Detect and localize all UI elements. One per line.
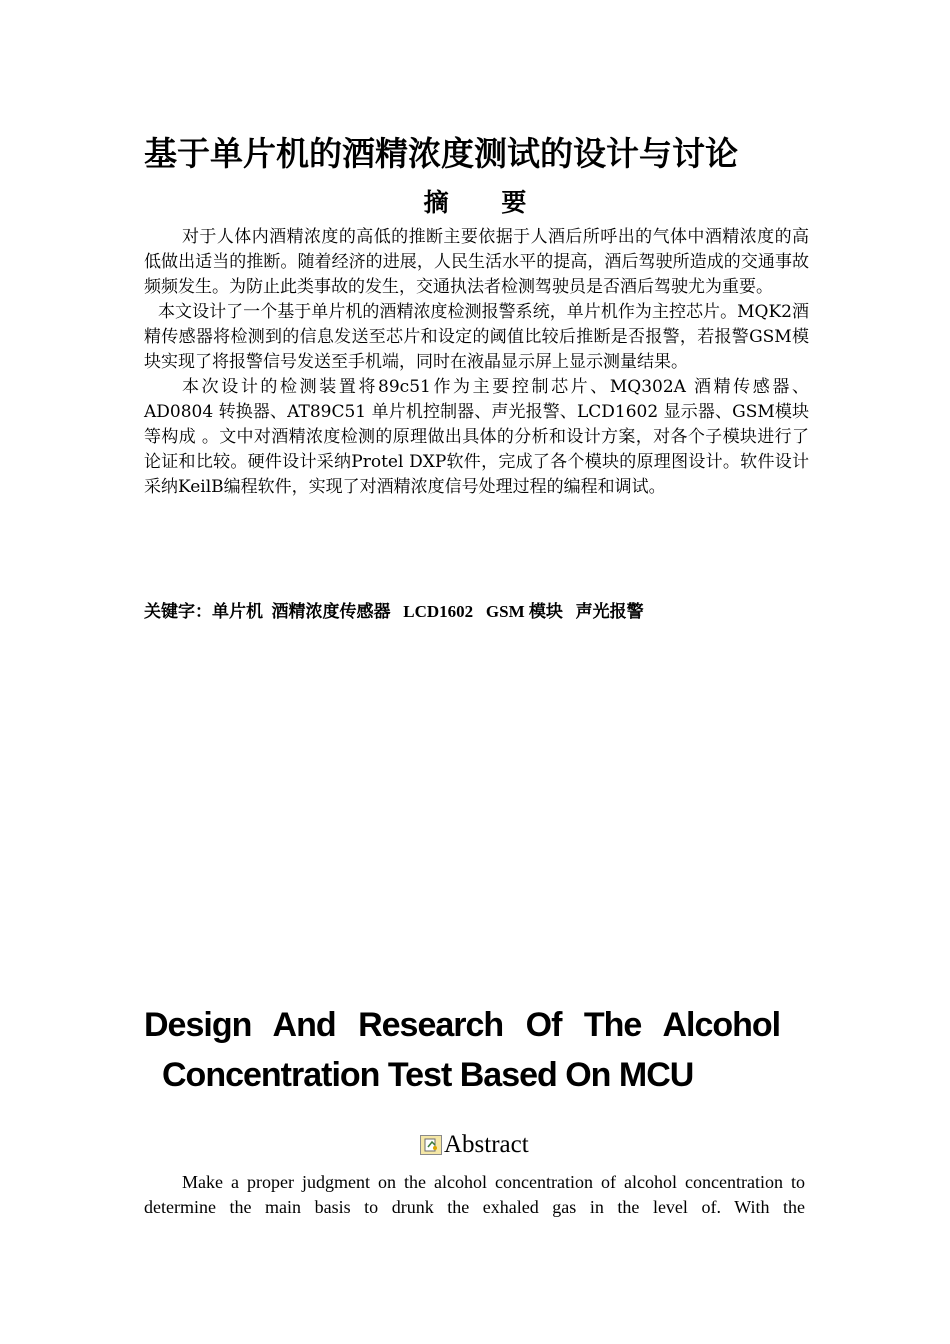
english-abstract-body xyxy=(144,1170,805,1220)
english-abstract-heading xyxy=(420,1130,529,1160)
english-title-line-2: Concentration Test Based On MCU xyxy=(162,1056,694,1094)
chinese-title: 基于单片机的酒精浓度测试的设计与讨论 xyxy=(144,134,738,173)
english-abstract-heading-text: Abstract xyxy=(444,1131,529,1158)
chinese-paragraph-1: 对于人体内酒精浓度的高低的推断主要依据于人酒后所呼出的气体中酒精浓度的高低做出适当的推断。随着经济的进展，人民生活水平的提高，酒后驾驶所造成的交通事故频频发生。为防止此类事故的发生，交通执法者检测驾驶员是否酒后驾驶尤为重要。 xyxy=(144,227,809,297)
chinese-abstract-body xyxy=(144,225,809,500)
chinese-paragraph-3: 本次设计的检测装置将89c51作为主要控制芯片、MQ302A 酒精传感器、AD0804 转换器、AT89C51 单片机控制器、声光报警、LCD1602 显示器、GSM模块等构成 。文中对酒精浓度检测的原理做出具体的分析和设计方案，对各个子模块进行了论证和比较。硬件设计采纳Protel DXP软件，完成了各个模块的原理图设计。软件设计采纳KeilB编程软件，实现了对酒精浓度信号处理过程的编程和调试。 xyxy=(144,377,809,497)
chinese-paragraph-2: 本文设计了一个基于单片机的酒精浓度检测报警系统，单片机作为主控芯片。MQK2酒精传感器将检测到的信息发送至芯片和设定的阈值比较后推断是否报警，若报警GSM模块实现了将报警信号发送至手机端，同时在液晶显示屏上显示测量结果。 xyxy=(144,302,809,372)
document-link-icon xyxy=(420,1135,442,1155)
chinese-abstract-heading: 摘 要 xyxy=(423,188,549,217)
keywords-line: 关键字：单片机 酒精浓度传感器 LCD1602 GSM 模块 声光报警 xyxy=(144,602,644,621)
english-title-line-1: Design And Research Of The Alcohol xyxy=(144,1006,781,1044)
english-paragraph-1: Make a proper judgment on the alcohol concentration of alcohol concentration to determine the main basis to drunk the exhaled gas in the level of. With the xyxy=(144,1172,805,1217)
english-title xyxy=(144,1000,784,1100)
